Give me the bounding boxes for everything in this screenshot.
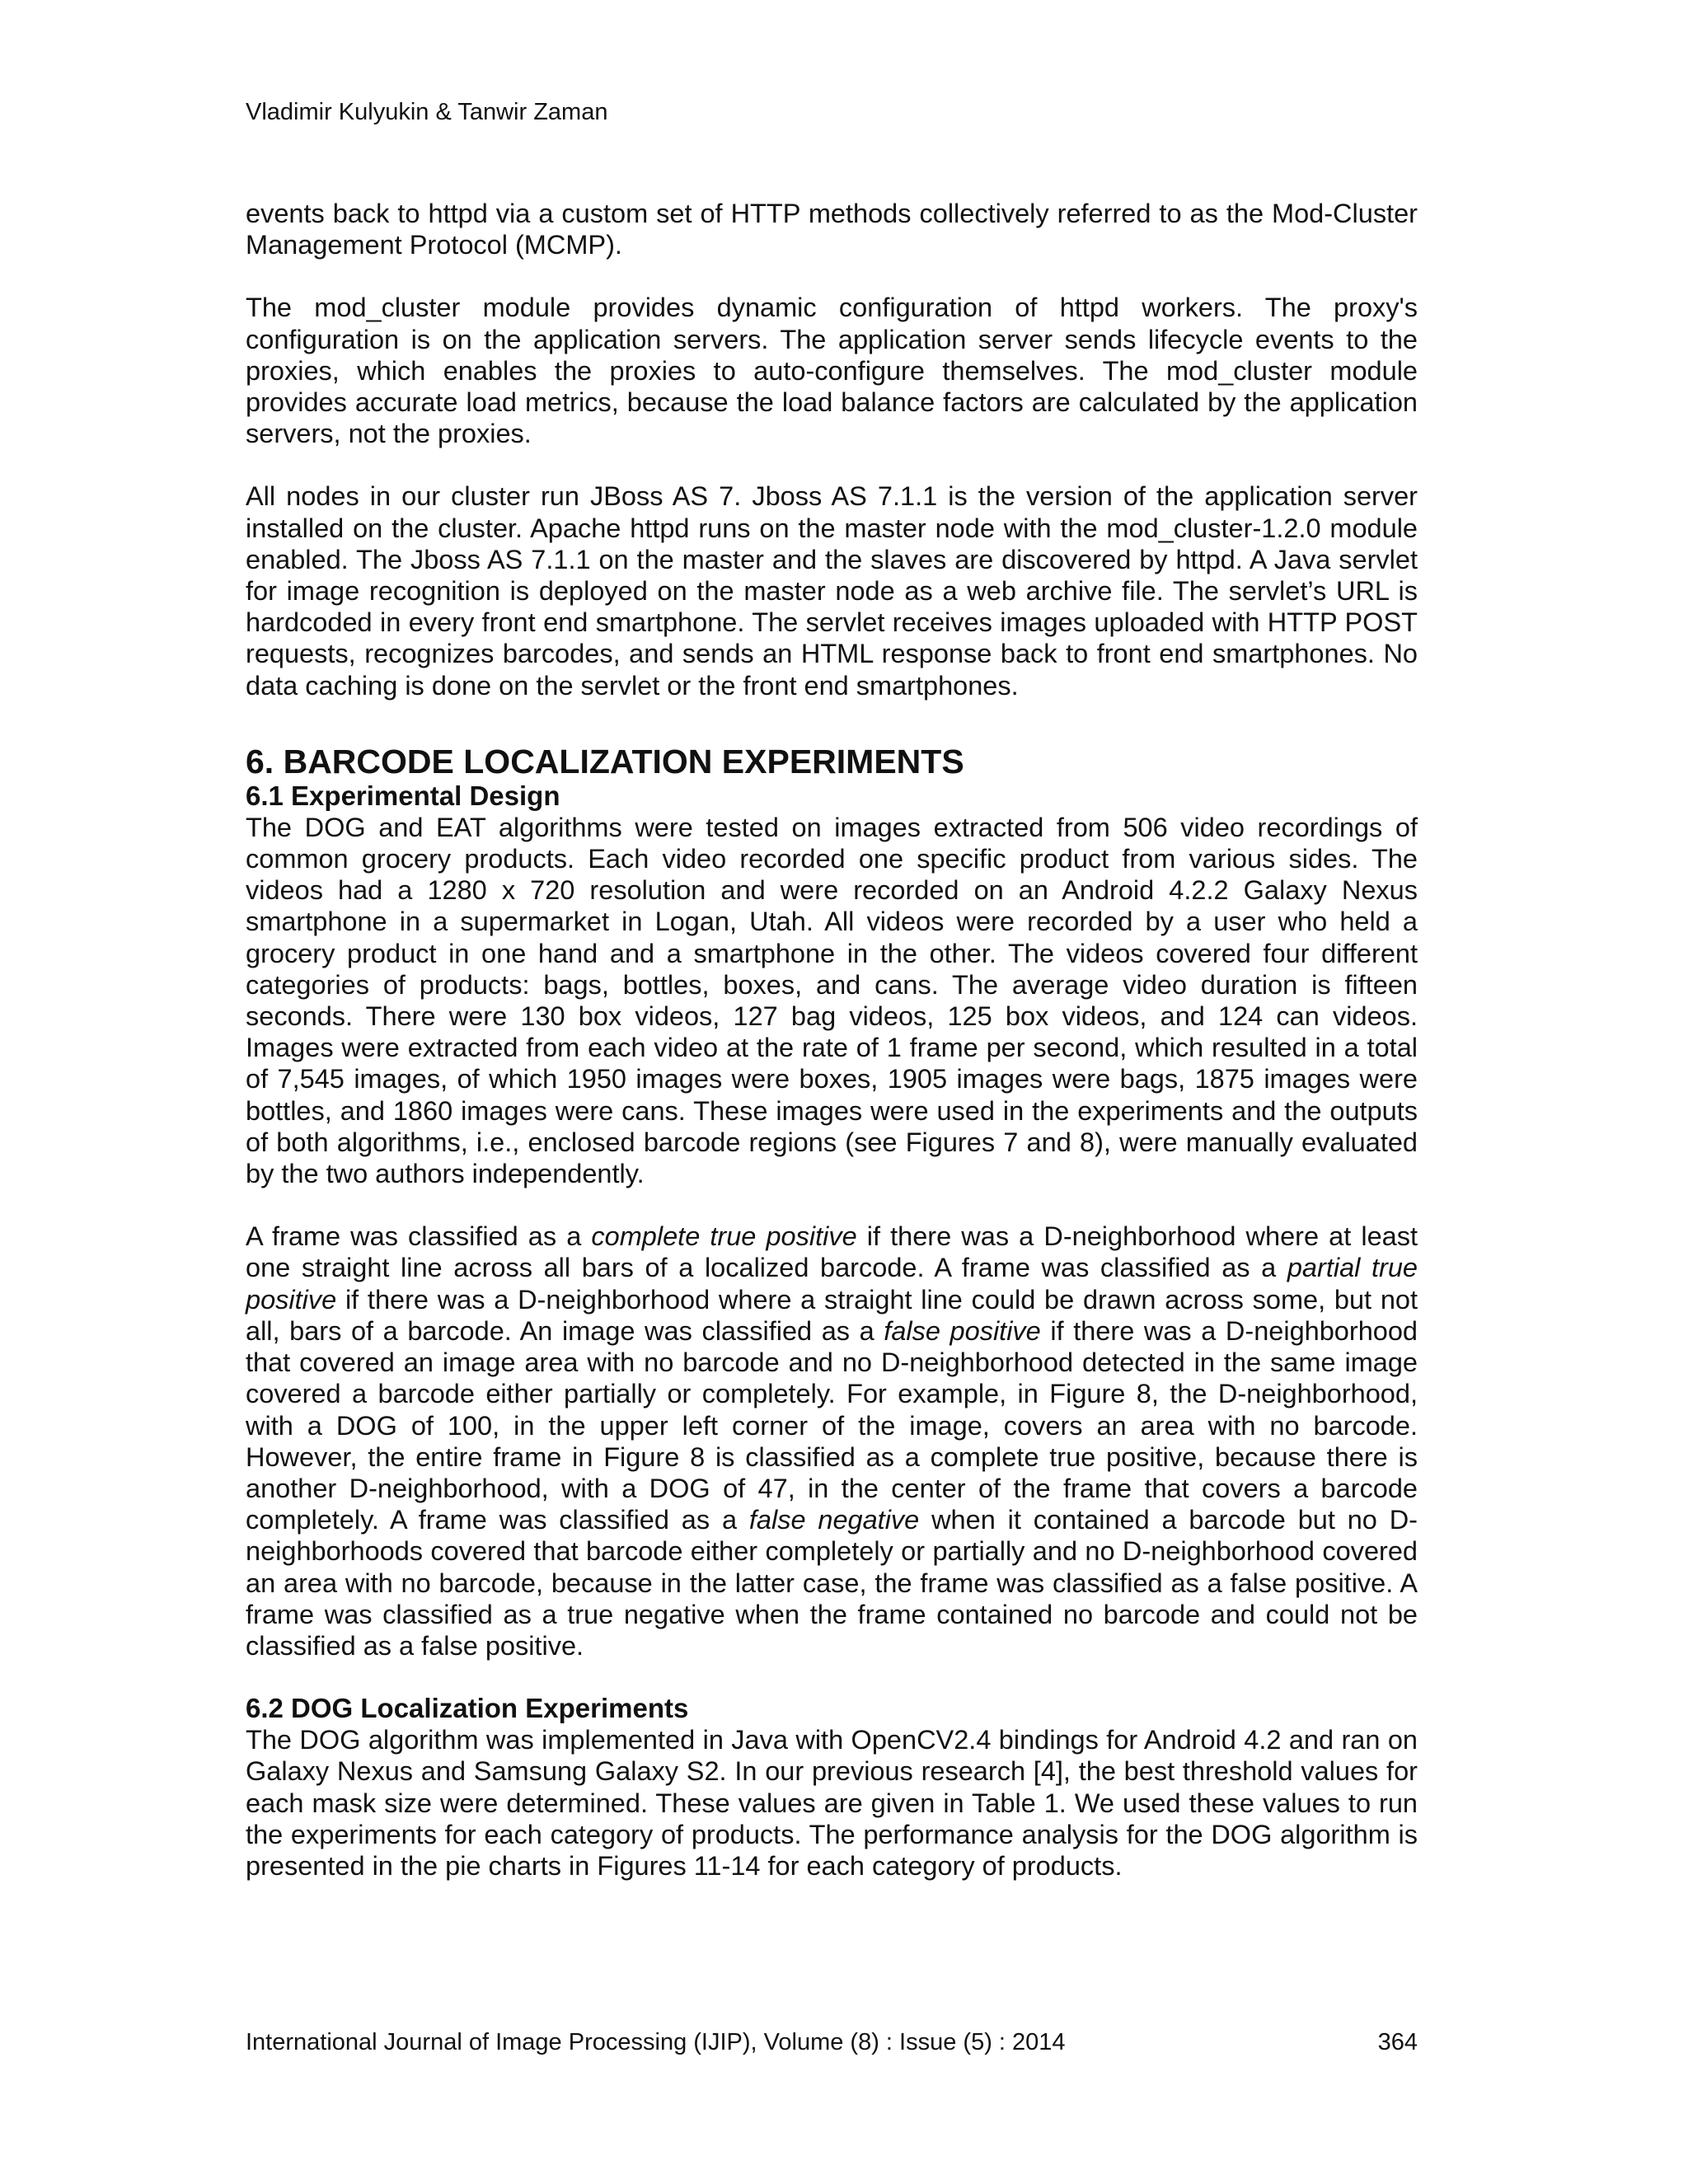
subsection-heading-experimental-design: 6.1 Experimental Design [246,780,560,811]
running-header-authors: Vladimir Kulyukin & Tanwir Zaman [246,99,608,125]
text-run: A frame was classified as a [246,1221,592,1252]
paragraph-mcmp: events back to httpd via a custom set of HTTP methods collectively referred to as the Mod-Cluster Management Protocol (MCMP). [246,199,1418,260]
text-run: if there was a D-neighborhood that covered an image area with no barcode and no D-neighborhood detected in the same image covered a barcode either partially or completely. For example, in Figure 8, the D-neighborhood, with a DOG of 100, in the upper left corner of the image, covers an area with no barcode. However, the entire frame in Figure 8 is classified as a complete true positive, because there is another D-neighborhood, with a DOG of 47, in the center of the frame that covers a barcode completely. A frame was classified as a [246,1315,1418,1535]
paragraph-mod-cluster: The mod_cluster module provides dynamic configuration of httpd workers. The proxy's configuration is on the application servers. The application server sends lifecycle events to the proxies, which enables the proxies to auto-configure themselves. The mod_cluster module provides accurate load metrics, because the load balance factors are calculated by the application servers, not the proxies. [246,293,1418,449]
page-footer [246,2027,1418,2057]
paragraph-classification-definitions [246,1221,1418,1661]
text-run: if there was a D-neighborhood where a straight line could be drawn across some, but not all, bars of a barcode. An image was classified as a [246,1284,1418,1346]
page-content [246,198,1418,1913]
term-complete-true-positive: complete true positive [591,1221,857,1252]
section-heading-barcode-localization: 6. BARCODE LOCALIZATION EXPERIMENTS [246,742,964,780]
paragraph-experimental-design: The DOG and EAT algorithms were tested on images extracted from 506 video recordings of common grocery products. Each video recorded one specific product from various sides. The videos had a 1280 x 720 resolution and were recorded on an Android 4.2.2 Galaxy Nexus smartphone in a supermarket in Logan, Utah. All videos were recorded by a user who held a grocery product in one hand and a smartphone in the other. The videos covered four different categories of products: bags, bottles, boxes, and cans. The average video duration is fifteen seconds. There were 130 box videos, 127 bag videos, 125 box videos, and 124 can videos. Images were extracted from each video at the rate of 1 frame per second, which resulted in a total of 7,545 images, of which 1950 images were boxes, 1905 images were bags, 1875 images were bottles, and 1860 images were cans. These images were used in the experiments and the outputs of both algorithms, i.e., enclosed barcode regions (see Figures 7 and 8), were manually evaluated by the two authors independently. [246,812,1418,1189]
footer-page-number: 364 [1377,2029,1418,2055]
term-false-positive: false positive [884,1315,1041,1346]
paragraph-cluster-nodes: All nodes in our cluster run JBoss AS 7. Jboss AS 7.1.1 is the version of the application server installed on the cluster. Apache httpd runs on the master node with the mod_cluster-1.2.0 module enabled. The Jboss AS 7.1.1 on the master and the slaves are discovered by httpd. A Java servlet for image recognition is deployed on the master node as a web archive file. The servlet’s URL is hardcoded in every front end smartphone. The servlet receives images uploaded with HTTP POST requests, recognizes barcodes, and sends an HTML response back to front end smartphones. No data caching is done on the servlet or the front end smartphones. [246,481,1418,701]
term-partial-true-positive: partial true positive [246,1253,1418,1315]
subsection-heading-dog-localization: 6.2 DOG Localization Experiments [246,1693,689,1724]
text-run: if there was a D-neighborhood where at least one straight line across all bars of a localized barcode. A frame was classified as a [246,1221,1418,1283]
term-false-negative: false negative [748,1505,920,1535]
footer-journal: International Journal of Image Processing (IJIP), Volume (8) : Issue (5) : 2014 [246,2029,1066,2055]
paragraph-dog-localization: The DOG algorithm was implemented in Java with OpenCV2.4 bindings for Android 4.2 and ran on Galaxy Nexus and Samsung Galaxy S2. In our previous research [4], the best threshold values for each mask size were determined. These values are given in Table 1. We used these values to run the experiments for each category of products. The performance analysis for the DOG algorithm is presented in the pie charts in Figures 11-14 for each category of products. [246,1725,1418,1881]
text-run: when it contained a barcode but no D-neighborhoods covered that barcode either completely or partially and no D-neighborhood covered an area with no barcode, because in the latter case, the frame was classified as a false positive. A frame was classified as a true negative when the frame contained no barcode and could not be classified as a false positive. [246,1505,1418,1661]
